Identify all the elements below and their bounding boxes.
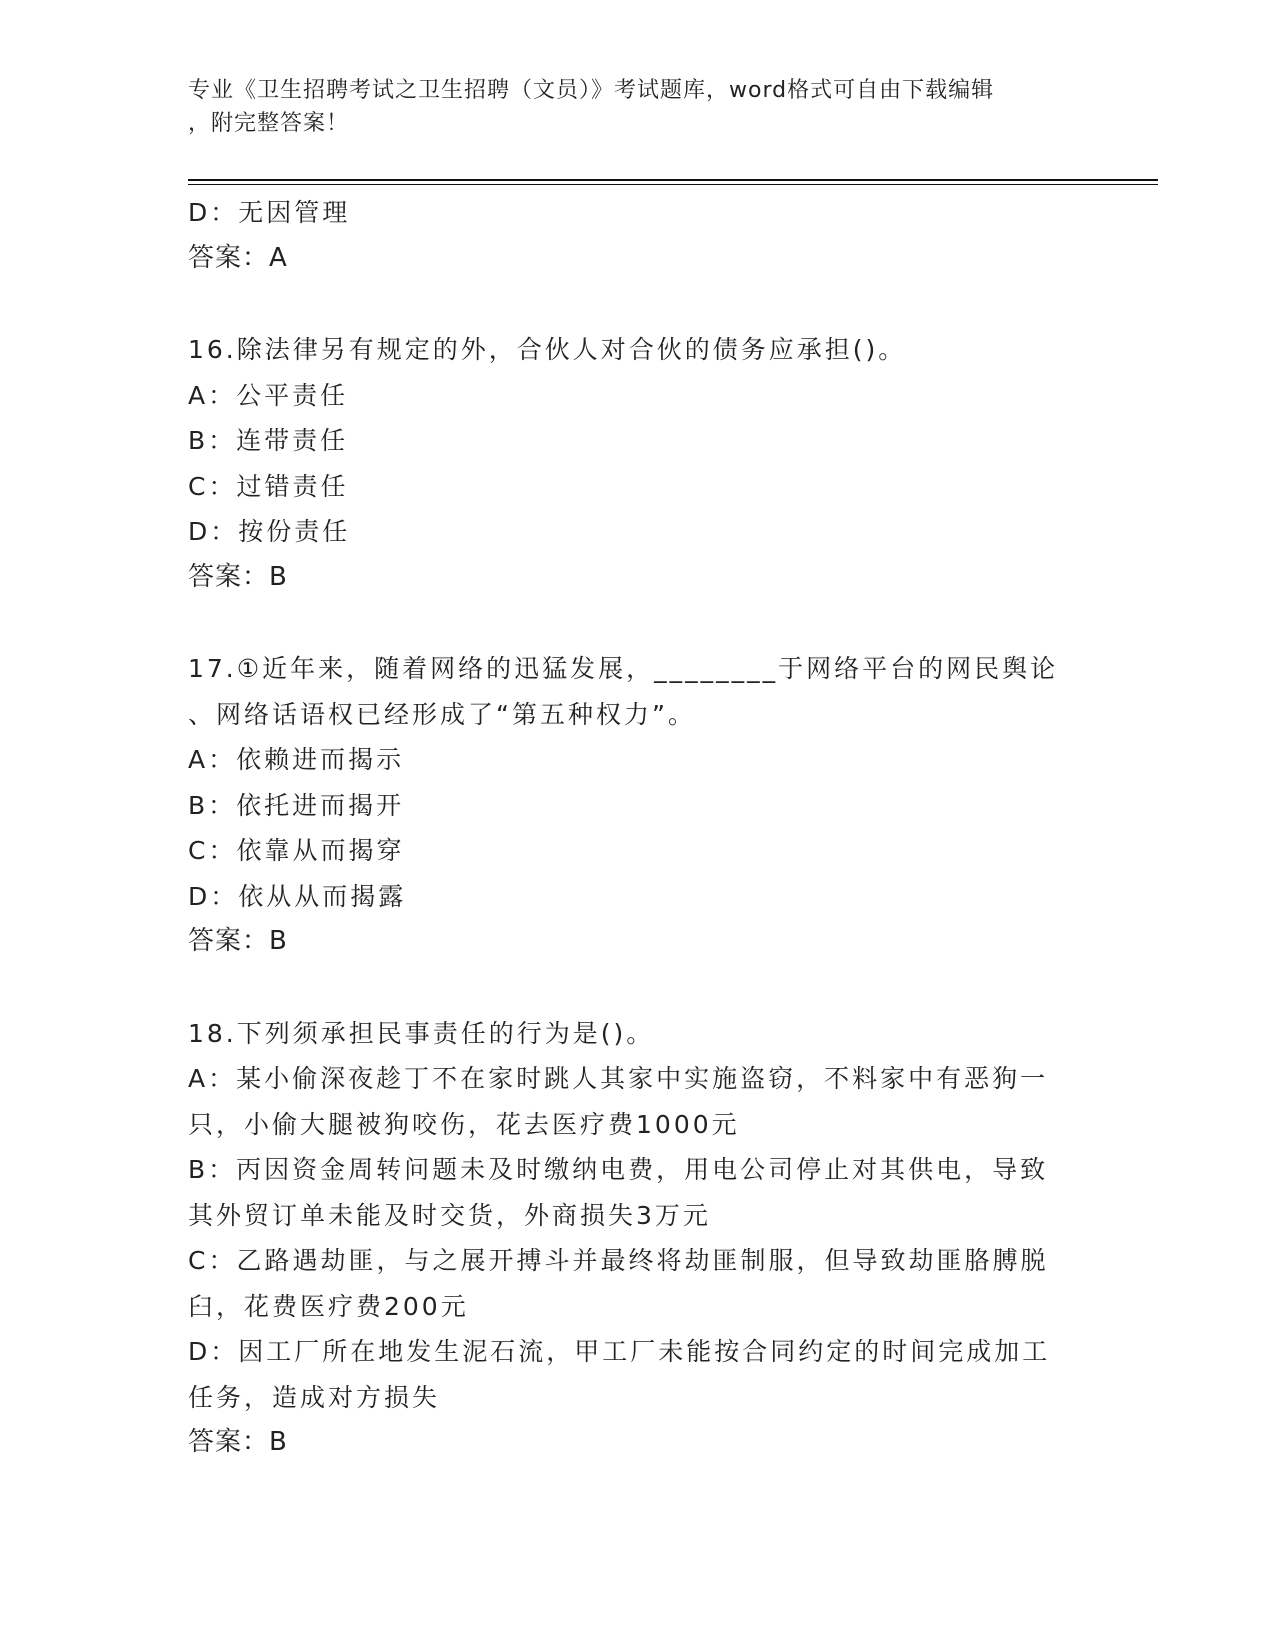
question-stem-line-2: 、网络话语权已经形成了“第五种权力”。	[188, 699, 696, 729]
question-18	[188, 1011, 1088, 1466]
answer-line: 答案：A	[188, 242, 288, 273]
option-d-line-2: 任务，造成对方损失	[188, 1382, 441, 1412]
option-d-line-1: D：因工厂所在地发生泥石流，甲工厂未能按合同约定的时间完成加工	[188, 1337, 1051, 1366]
option-c-line-2: 臼，花费医疗费200元	[188, 1291, 469, 1321]
option-c-line-1: C：乙路遇劫匪，与之展开搏斗并最终将劫匪制服，但导致劫匪胳膊脱	[188, 1246, 1049, 1275]
option-c: C：过错责任	[188, 471, 349, 501]
question-17	[188, 646, 1088, 965]
question-list	[188, 190, 1088, 1466]
option-b: B：连带责任	[188, 426, 349, 455]
question-stem-line-1: 17.①近年来，随着网络的迅猛发展，________于网络平台的网民舆论	[188, 654, 1059, 683]
header-divider-thick	[188, 179, 1158, 181]
option-a-line-1: A：某小偷深夜趁丁不在家时跳人其家中实施盗窃，不料家中有恶狗一	[188, 1064, 1049, 1093]
spacer	[188, 281, 1088, 327]
header-line-2: ，附完整答案！	[188, 111, 350, 136]
page-header	[188, 74, 1088, 140]
question-stem: 18.下列须承担民事责任的行为是()。	[188, 1018, 655, 1048]
header-divider-thin	[188, 184, 1158, 185]
option-b-line-1: B：丙因资金周转问题未及时缴纳电费，用电公司停止对其供电，导致	[188, 1155, 1049, 1184]
option-a: A：公平责任	[188, 380, 349, 410]
answer-line: 答案：B	[188, 561, 288, 592]
spacer	[188, 600, 1088, 646]
option-b: B：依托进而揭开	[188, 790, 405, 820]
previous-question-tail	[188, 190, 1088, 281]
header-line-1: 专业《卫生招聘考试之卫生招聘（文员）》考试题库，word格式可自由下载编辑	[188, 78, 995, 103]
answer-line: 答案：B	[188, 1427, 288, 1457]
option-d: D：按份责任	[188, 517, 351, 546]
option-d: D：无因管理	[188, 198, 351, 227]
option-a: A：依赖进而揭示	[188, 745, 405, 774]
option-b-line-2: 其外贸订单未能及时交货，外商损失3万元	[188, 1200, 711, 1230]
spacer	[188, 965, 1088, 1011]
question-16	[188, 327, 1088, 600]
question-stem: 16.除法律另有规定的外，合伙人对合伙的债务应承担()。	[188, 335, 907, 364]
answer-line: 答案：B	[188, 926, 288, 956]
option-c: C：依靠从而揭穿	[188, 836, 405, 865]
option-d: D：依从从而揭露	[188, 881, 407, 911]
option-a-line-2: 只，小偷大腿被狗咬伤，花去医疗费1000元	[188, 1109, 740, 1139]
